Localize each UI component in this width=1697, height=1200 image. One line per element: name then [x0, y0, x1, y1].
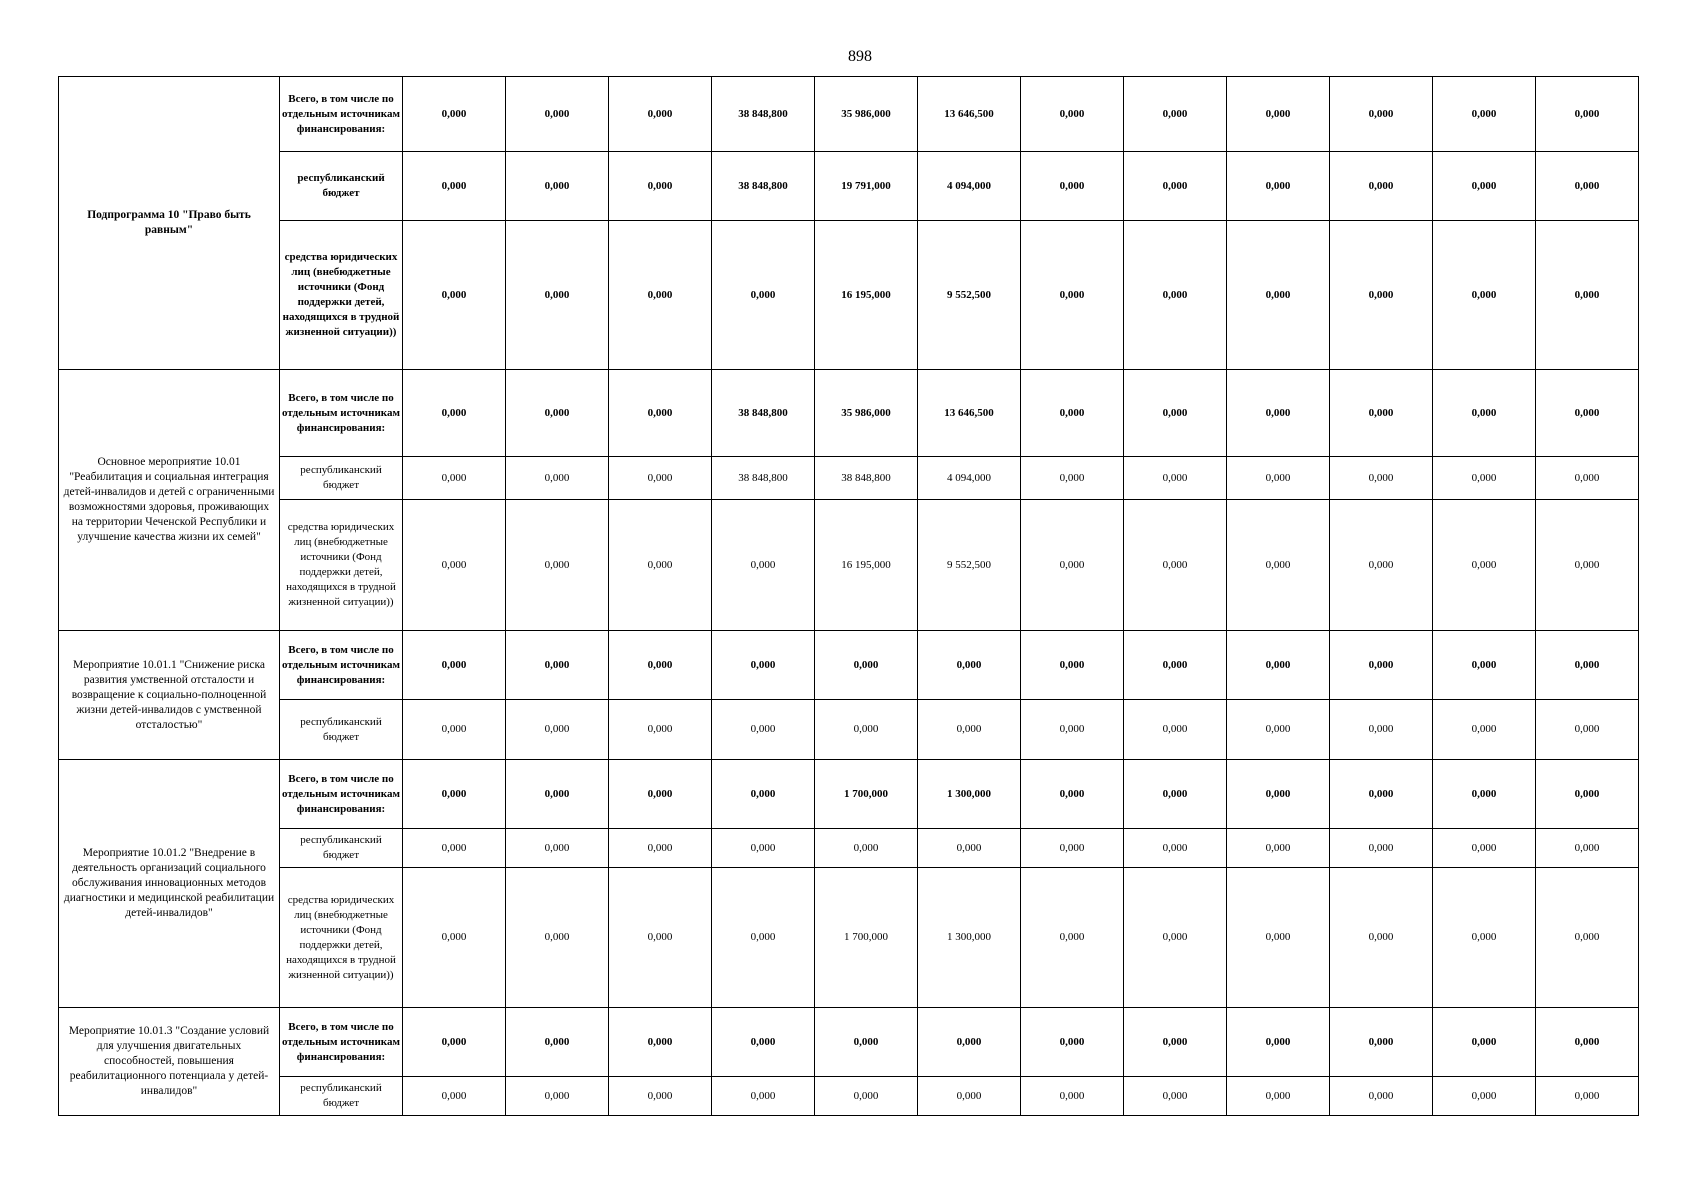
- table-row: [59, 631, 1639, 700]
- amount-cell: 0,000: [403, 500, 506, 631]
- amount-cell: 0,000: [609, 152, 712, 221]
- amount-cell: 0,000: [609, 829, 712, 868]
- amount-cell: 0,000: [1433, 457, 1536, 500]
- amount-cell: 0,000: [1021, 829, 1124, 868]
- funding-source-cell: республиканский бюджет: [280, 457, 403, 500]
- amount-cell: 1 700,000: [815, 868, 918, 1008]
- amount-cell: 19 791,000: [815, 152, 918, 221]
- funding-source-cell: средства юридических лиц (внебюджетные источники (Фонд поддержки детей, находящихся в трудной жизненной ситуации)): [280, 221, 403, 370]
- amount-cell: 0,000: [1536, 77, 1639, 152]
- amount-cell: 38 848,800: [712, 457, 815, 500]
- table-row: [59, 152, 1639, 221]
- amount-cell: 0,000: [1124, 760, 1227, 829]
- amount-cell: 0,000: [1227, 152, 1330, 221]
- table-row: [59, 500, 1639, 631]
- amount-cell: 0,000: [1536, 1008, 1639, 1077]
- amount-cell: 0,000: [1124, 868, 1227, 1008]
- amount-cell: 0,000: [712, 760, 815, 829]
- amount-cell: 0,000: [1124, 1008, 1227, 1077]
- page-number: 898: [848, 48, 872, 65]
- amount-cell: 0,000: [506, 457, 609, 500]
- amount-cell: 0,000: [506, 868, 609, 1008]
- program-name-cell: Мероприятие 10.01.3 "Создание условий для улучшения двигательных способностей, повышения реабилитационного потенциала у детей-инвалидов": [59, 1008, 280, 1116]
- amount-cell: 0,000: [1536, 500, 1639, 631]
- amount-cell: 0,000: [403, 631, 506, 700]
- amount-cell: 0,000: [403, 77, 506, 152]
- amount-cell: 0,000: [1124, 500, 1227, 631]
- amount-cell: 0,000: [1433, 700, 1536, 760]
- funding-source-cell: Всего, в том числе по отдельным источникам финансирования:: [280, 370, 403, 457]
- amount-cell: 4 094,000: [918, 152, 1021, 221]
- amount-cell: 1 300,000: [918, 760, 1021, 829]
- amount-cell: 0,000: [1433, 631, 1536, 700]
- amount-cell: 0,000: [1330, 221, 1433, 370]
- amount-cell: 0,000: [1124, 631, 1227, 700]
- amount-cell: 0,000: [609, 700, 712, 760]
- amount-cell: 0,000: [1433, 829, 1536, 868]
- amount-cell: 16 195,000: [815, 500, 918, 631]
- funding-source-cell: республиканский бюджет: [280, 152, 403, 221]
- amount-cell: 0,000: [1330, 152, 1433, 221]
- amount-cell: 0,000: [1536, 152, 1639, 221]
- amount-cell: 0,000: [1330, 1008, 1433, 1077]
- amount-cell: 0,000: [1021, 370, 1124, 457]
- amount-cell: 0,000: [712, 1077, 815, 1116]
- program-name-cell: Основное мероприятие 10.01 "Реабилитация и социальная интеграция детей-инвалидов и детей с ограниченными возможностями здоровья, проживающих на территории Чеченской Республики и улучшение качества жизни их семей": [59, 370, 280, 631]
- table-body: [59, 77, 1639, 1116]
- amount-cell: 0,000: [1124, 457, 1227, 500]
- amount-cell: 0,000: [1227, 457, 1330, 500]
- amount-cell: 38 848,800: [712, 370, 815, 457]
- amount-cell: 0,000: [1433, 77, 1536, 152]
- amount-cell: 0,000: [1330, 457, 1433, 500]
- amount-cell: 0,000: [609, 370, 712, 457]
- amount-cell: 0,000: [815, 829, 918, 868]
- funding-source-cell: средства юридических лиц (внебюджетные источники (Фонд поддержки детей, находящихся в трудной жизненной ситуации)): [280, 868, 403, 1008]
- amount-cell: 0,000: [1021, 760, 1124, 829]
- amount-cell: 35 986,000: [815, 77, 918, 152]
- budget-table: [58, 76, 1639, 1116]
- amount-cell: 0,000: [506, 370, 609, 457]
- amount-cell: 0,000: [1227, 500, 1330, 631]
- funding-source-cell: республиканский бюджет: [280, 829, 403, 868]
- amount-cell: 0,000: [1433, 500, 1536, 631]
- amount-cell: 0,000: [1021, 1077, 1124, 1116]
- funding-source-cell: Всего, в том числе по отдельным источникам финансирования:: [280, 631, 403, 700]
- amount-cell: 0,000: [403, 221, 506, 370]
- amount-cell: 0,000: [1536, 829, 1639, 868]
- amount-cell: 0,000: [1124, 829, 1227, 868]
- amount-cell: 0,000: [1536, 221, 1639, 370]
- amount-cell: 0,000: [506, 500, 609, 631]
- amount-cell: 0,000: [1227, 760, 1330, 829]
- amount-cell: 0,000: [403, 868, 506, 1008]
- amount-cell: 0,000: [918, 700, 1021, 760]
- amount-cell: 0,000: [1021, 868, 1124, 1008]
- amount-cell: 0,000: [1433, 868, 1536, 1008]
- amount-cell: 0,000: [403, 829, 506, 868]
- amount-cell: 0,000: [609, 77, 712, 152]
- amount-cell: 0,000: [403, 700, 506, 760]
- amount-cell: 1 700,000: [815, 760, 918, 829]
- program-name-cell: Мероприятие 10.01.1 "Снижение риска развития умственной отсталости и возвращение к социально-полноценной жизни детей-инвалидов с умственной отсталостью": [59, 631, 280, 760]
- amount-cell: 0,000: [403, 1077, 506, 1116]
- amount-cell: 0,000: [1330, 868, 1433, 1008]
- amount-cell: 0,000: [1433, 760, 1536, 829]
- table-row: [59, 77, 1639, 152]
- funding-source-cell: Всего, в том числе по отдельным источникам финансирования:: [280, 77, 403, 152]
- amount-cell: 0,000: [1021, 500, 1124, 631]
- amount-cell: 0,000: [712, 631, 815, 700]
- amount-cell: 0,000: [609, 457, 712, 500]
- table-row: [59, 1077, 1639, 1116]
- amount-cell: 0,000: [1124, 700, 1227, 760]
- amount-cell: 0,000: [712, 868, 815, 1008]
- amount-cell: 0,000: [1330, 370, 1433, 457]
- amount-cell: 0,000: [1433, 1008, 1536, 1077]
- amount-cell: 0,000: [609, 760, 712, 829]
- amount-cell: 0,000: [1330, 829, 1433, 868]
- amount-cell: 0,000: [815, 1008, 918, 1077]
- amount-cell: 0,000: [1330, 760, 1433, 829]
- amount-cell: 0,000: [1330, 77, 1433, 152]
- amount-cell: 0,000: [506, 77, 609, 152]
- amount-cell: 0,000: [918, 1008, 1021, 1077]
- amount-cell: 0,000: [1227, 868, 1330, 1008]
- amount-cell: 0,000: [815, 631, 918, 700]
- amount-cell: 0,000: [712, 221, 815, 370]
- amount-cell: 0,000: [1021, 700, 1124, 760]
- amount-cell: 0,000: [1536, 1077, 1639, 1116]
- amount-cell: 38 848,800: [712, 152, 815, 221]
- amount-cell: 0,000: [1227, 829, 1330, 868]
- amount-cell: 0,000: [1227, 370, 1330, 457]
- funding-source-cell: республиканский бюджет: [280, 700, 403, 760]
- amount-cell: 0,000: [506, 631, 609, 700]
- amount-cell: 0,000: [403, 457, 506, 500]
- amount-cell: 0,000: [609, 631, 712, 700]
- amount-cell: 1 300,000: [918, 868, 1021, 1008]
- table-row: [59, 370, 1639, 457]
- amount-cell: 0,000: [1536, 457, 1639, 500]
- amount-cell: 0,000: [1227, 1008, 1330, 1077]
- amount-cell: 0,000: [506, 152, 609, 221]
- amount-cell: 35 986,000: [815, 370, 918, 457]
- amount-cell: 9 552,500: [918, 221, 1021, 370]
- table-row: [59, 829, 1639, 868]
- amount-cell: 0,000: [1124, 152, 1227, 221]
- amount-cell: 0,000: [1021, 152, 1124, 221]
- amount-cell: 0,000: [403, 760, 506, 829]
- amount-cell: 0,000: [1330, 700, 1433, 760]
- amount-cell: 38 848,800: [815, 457, 918, 500]
- amount-cell: 0,000: [1433, 221, 1536, 370]
- amount-cell: 0,000: [1124, 1077, 1227, 1116]
- amount-cell: 0,000: [712, 700, 815, 760]
- amount-cell: 0,000: [918, 1077, 1021, 1116]
- amount-cell: 9 552,500: [918, 500, 1021, 631]
- amount-cell: 0,000: [1021, 221, 1124, 370]
- amount-cell: 0,000: [506, 221, 609, 370]
- amount-cell: 0,000: [506, 829, 609, 868]
- amount-cell: 0,000: [1124, 370, 1227, 457]
- amount-cell: 0,000: [918, 631, 1021, 700]
- table-row: [59, 700, 1639, 760]
- amount-cell: 0,000: [815, 700, 918, 760]
- program-name-cell: Подпрограмма 10 "Право быть равным": [59, 77, 280, 370]
- amount-cell: 0,000: [609, 500, 712, 631]
- amount-cell: 0,000: [1536, 370, 1639, 457]
- amount-cell: 0,000: [918, 829, 1021, 868]
- amount-cell: 0,000: [1021, 457, 1124, 500]
- amount-cell: 0,000: [609, 1008, 712, 1077]
- program-name-cell: Мероприятие 10.01.2 "Внедрение в деятельность организаций социального обслуживания инновационных методов диагностики и медицинской реабилитации детей-инвалидов": [59, 760, 280, 1008]
- amount-cell: 0,000: [1433, 370, 1536, 457]
- amount-cell: 0,000: [1536, 700, 1639, 760]
- funding-source-cell: Всего, в том числе по отдельным источникам финансирования:: [280, 1008, 403, 1077]
- amount-cell: 0,000: [1433, 1077, 1536, 1116]
- amount-cell: 0,000: [1227, 221, 1330, 370]
- amount-cell: 0,000: [1536, 631, 1639, 700]
- amount-cell: 0,000: [1124, 221, 1227, 370]
- table-row: [59, 457, 1639, 500]
- amount-cell: 0,000: [815, 1077, 918, 1116]
- table-row: [59, 868, 1639, 1008]
- amount-cell: 0,000: [1536, 868, 1639, 1008]
- amount-cell: 0,000: [609, 221, 712, 370]
- table-row: [59, 760, 1639, 829]
- amount-cell: 16 195,000: [815, 221, 918, 370]
- amount-cell: 0,000: [1433, 152, 1536, 221]
- amount-cell: 0,000: [609, 868, 712, 1008]
- amount-cell: 13 646,500: [918, 370, 1021, 457]
- amount-cell: 0,000: [609, 1077, 712, 1116]
- amount-cell: 0,000: [506, 1008, 609, 1077]
- table-row: [59, 1008, 1639, 1077]
- funding-source-cell: средства юридических лиц (внебюджетные источники (Фонд поддержки детей, находящихся в трудной жизненной ситуации)): [280, 500, 403, 631]
- funding-source-cell: Всего, в том числе по отдельным источникам финансирования:: [280, 760, 403, 829]
- amount-cell: 0,000: [1227, 1077, 1330, 1116]
- amount-cell: 0,000: [403, 1008, 506, 1077]
- amount-cell: 13 646,500: [918, 77, 1021, 152]
- amount-cell: 0,000: [1536, 760, 1639, 829]
- amount-cell: 0,000: [1227, 631, 1330, 700]
- amount-cell: 0,000: [506, 1077, 609, 1116]
- amount-cell: 0,000: [1227, 77, 1330, 152]
- amount-cell: 0,000: [403, 152, 506, 221]
- amount-cell: 0,000: [1021, 631, 1124, 700]
- amount-cell: 0,000: [712, 500, 815, 631]
- table-row: [59, 221, 1639, 370]
- amount-cell: 0,000: [506, 700, 609, 760]
- amount-cell: 38 848,800: [712, 77, 815, 152]
- amount-cell: 0,000: [1021, 1008, 1124, 1077]
- amount-cell: 0,000: [403, 370, 506, 457]
- amount-cell: 0,000: [1227, 700, 1330, 760]
- amount-cell: 0,000: [506, 760, 609, 829]
- amount-cell: 0,000: [712, 1008, 815, 1077]
- funding-source-cell: республиканский бюджет: [280, 1077, 403, 1116]
- amount-cell: 0,000: [712, 829, 815, 868]
- amount-cell: 4 094,000: [918, 457, 1021, 500]
- amount-cell: 0,000: [1124, 77, 1227, 152]
- amount-cell: 0,000: [1330, 500, 1433, 631]
- amount-cell: 0,000: [1021, 77, 1124, 152]
- amount-cell: 0,000: [1330, 631, 1433, 700]
- amount-cell: 0,000: [1330, 1077, 1433, 1116]
